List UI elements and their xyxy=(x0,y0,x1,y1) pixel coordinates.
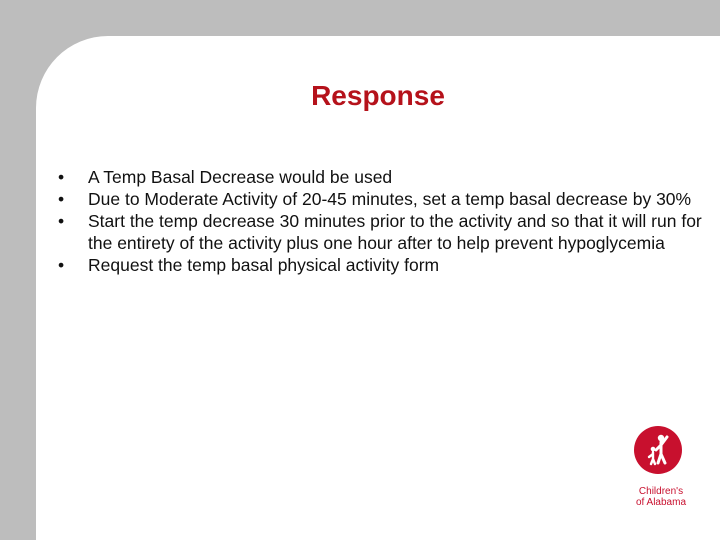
logo-line-1: Children's xyxy=(638,486,684,497)
bullet-marker: • xyxy=(58,255,65,275)
bullet-marker: • xyxy=(58,167,65,187)
slide xyxy=(36,36,720,540)
bullet-list xyxy=(54,166,704,276)
logo-wordmark xyxy=(626,486,696,508)
bullet-marker: • xyxy=(58,211,65,231)
bullet-text: Due to Moderate Activity of 20-45 minutes, set a temp basal decrease by 30% xyxy=(88,189,692,209)
slide-title: Response xyxy=(311,80,445,111)
list-item xyxy=(54,188,704,210)
list-item xyxy=(54,210,704,254)
bullet-text: A Temp Basal Decrease would be used xyxy=(88,167,393,187)
bullet-text: Start the temp decrease 30 minutes prior to the activity and so that it will run for the entirety of the activity plus one hour after to help prevent hypoglycemia xyxy=(88,211,702,253)
list-item xyxy=(54,166,704,188)
bullet-marker: • xyxy=(58,189,65,209)
children-figures-icon xyxy=(634,426,682,474)
logo-line-2: of Alabama xyxy=(635,497,687,508)
list-item xyxy=(54,254,704,276)
childrens-of-alabama-logo xyxy=(626,426,696,516)
bullet-text: Request the temp basal physical activity form xyxy=(88,255,440,275)
